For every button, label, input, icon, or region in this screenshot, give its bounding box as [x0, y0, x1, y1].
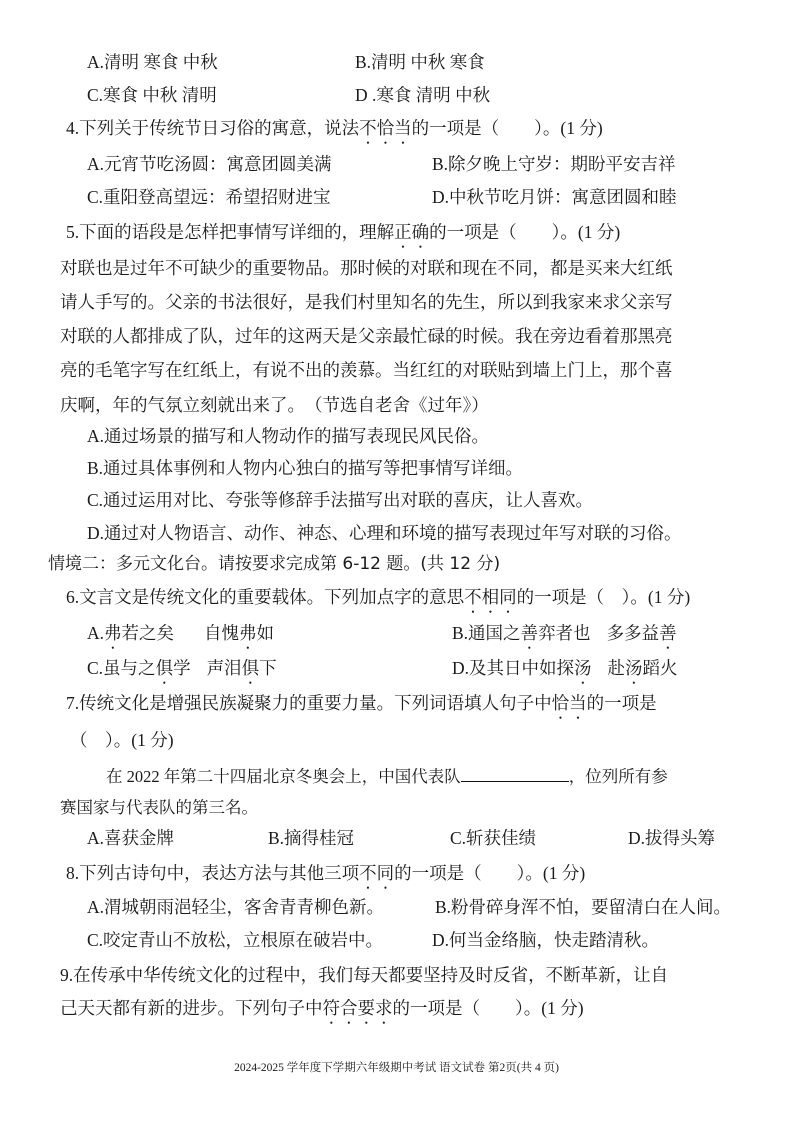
q5-option-c: C.通过运用对比、夸张等修辞手法描写出对联的喜庆，让人喜欢。 [87, 490, 594, 510]
q5-passage-line: 请人手写的。父亲的书法很好，是我们村里知名的先生，所以到我家来求父亲写 [60, 292, 673, 312]
q3-option-a: A.清明 寒食 中秋 [87, 52, 218, 72]
q7-sentence [106, 765, 668, 788]
q4-option-b: B.除夕晚上守岁：期盼平安吉祥 [432, 154, 676, 174]
fill-in-blank[interactable] [461, 765, 569, 782]
q8-emphasis: 不同 [359, 863, 395, 883]
q6-option-c [87, 657, 277, 688]
opt-emph: 弗 [239, 623, 257, 643]
q5-text-end: 的一项是（ ）。(1 分) [429, 222, 621, 242]
q5-passage-line: 庆啊，年的气氛立刻就出来了。 （节选自老舍《过年》） [60, 395, 489, 415]
opt-text: 声泪 [206, 658, 242, 678]
q9-text-end: 的一项是（ ）。(1 分) [392, 998, 584, 1018]
q7-emphasis: 恰当 [551, 693, 587, 713]
q5-emphasis: 正确 [394, 222, 430, 242]
q5-question [66, 221, 620, 252]
opt-text: 学 [173, 658, 191, 678]
q6-text-end: 的一项是（ ）。(1 分) [516, 587, 691, 607]
q7-question-line2: （ ）。(1 分) [70, 730, 174, 750]
q7-option-c: C.斩获佳绩 [450, 828, 537, 848]
q7-sentence-line2: 赛国家与代表队的第三名。 [60, 798, 258, 817]
q8-option-c: C.咬定青山不放松，立根原在破岩中。 [87, 930, 384, 950]
q6-text: 6.文言文是传统文化的重要载体。下列加点字的意思 [66, 587, 465, 607]
q5-option-b: B.通过具体事例和人物内心独白的描写等把事情写详细。 [87, 458, 524, 478]
q5-option-a: A.通过场景的描写和人物动作的描写表现民风民俗。 [87, 426, 490, 446]
opt-emph: 善 [659, 623, 677, 643]
q9-text: 己天天都有新的进步。下列句子中 [60, 998, 323, 1018]
q4-option-d: D.中秋节吃月饼：寓意团圆和睦 [432, 187, 677, 207]
q6-emphasis: 不相同 [464, 587, 517, 607]
q5-passage-line: 对联也是过年不可缺少的重要物品。那时候的对联和现在不同，都是买来大红纸 [60, 258, 673, 278]
page-footer: 2024-2025 学年度下学期六年级期中考试 语文试卷 第2页(共 4 页) [234, 1062, 559, 1074]
q8-option-d: D.何当金络脑，快走踏清秋。 [432, 930, 660, 950]
q4-question [66, 117, 603, 148]
q3-option-d: D .寒食 清明 中秋 [355, 85, 491, 105]
opt-emph: 善 [520, 623, 539, 643]
opt-emph: 汤 [574, 658, 592, 678]
q5-option-d: D.通过对人物语言、动作、神态、心理和环境的描写表现过年写对联的习俗。 [87, 523, 682, 543]
q7-option-b: B.摘得桂冠 [268, 828, 355, 848]
q9-question-line1: 9.在传承中华传统文化的过程中，我们每天都要坚持及时反省，不断革新，让自 [60, 965, 669, 985]
q7-question [66, 692, 657, 723]
q9-question-line2 [60, 997, 584, 1028]
q6-option-d [452, 657, 678, 688]
opt-text: 赴 [607, 658, 626, 678]
q8-question [66, 862, 585, 893]
q7-option-d: D.拔得头筹 [628, 828, 716, 848]
q6-option-a [87, 622, 274, 653]
opt-text: 多多益 [606, 623, 660, 643]
q3-option-b: B.清明 中秋 寒食 [355, 52, 485, 72]
q6-question [66, 586, 690, 617]
q8-option-b: B.粉骨碎身浑不怕，要留清白在人间。 [435, 897, 732, 917]
q7-text-end: 的一项是 [586, 693, 657, 713]
q4-text-end: 的一项是（ ）。(1 分) [411, 118, 603, 138]
q4-option-a: A.元宵节吃汤圆：寓意团圆美满 [87, 154, 332, 174]
q8-text: 8.下列古诗句中，表达方法与其他三项 [66, 863, 360, 883]
q4-option-c: C.重阳登高望远：希望招财进宝 [87, 187, 331, 207]
q5-text: 5.下面的语段是怎样把事情写详细的，理解 [66, 222, 395, 242]
section-heading: 情境二：多元文化台。请按要求完成第 6-12 题。(共 12 分) [48, 554, 501, 574]
q6-option-b [452, 622, 677, 653]
opt-text: B.通国之 [452, 623, 521, 643]
q5-passage-line: 亮的毛笔字写在红纸上，有说不出的羡慕。当红红的对联贴到墙上门上，那个喜 [60, 360, 673, 380]
q7-sentence-text: ，位列所有参 [568, 767, 668, 786]
q7-sentence-text: 在 2022 年第二十四届北京冬奥会上，中国代表队 [106, 767, 461, 786]
q5-passage-line: 对联的人都排成了队，过年的这两天是父亲最忙碌的时候。我在旁边看着那黑亮 [60, 326, 673, 346]
opt-emph: 弗 [104, 623, 122, 643]
opt-text: D.及其日中如探 [452, 658, 575, 678]
q9-emphasis: 符合要求 [322, 998, 393, 1018]
q4-emphasis: 不恰当 [359, 118, 412, 138]
opt-text: 弈者也 [538, 623, 591, 643]
opt-text: A. [87, 623, 105, 643]
q8-option-a: A.渭城朝雨浥轻尘，客舍青青柳色新。 [87, 897, 385, 917]
opt-emph: 俱 [241, 658, 260, 678]
opt-emph: 俱 [155, 658, 174, 678]
opt-text: 如 [256, 623, 275, 643]
q8-text-end: 的一项是（ ）。(1 分) [394, 863, 586, 883]
opt-text: 自愧 [204, 623, 240, 643]
q3-option-c: C.寒食 中秋 清明 [87, 85, 217, 105]
opt-emph: 汤 [625, 658, 643, 678]
opt-text: C.虽与之 [87, 658, 156, 678]
q7-option-a: A.喜获金牌 [87, 828, 175, 848]
opt-text: 下 [259, 658, 277, 678]
q7-text: 7.传统文化是增强民族凝聚力的重要力量。下列词语填人句子中 [66, 693, 552, 713]
q4-text: 4.下列关于传统节日习俗的寓意，说法 [66, 118, 360, 138]
opt-text: 若之矣 [121, 623, 175, 643]
opt-text: 蹈火 [642, 658, 678, 678]
